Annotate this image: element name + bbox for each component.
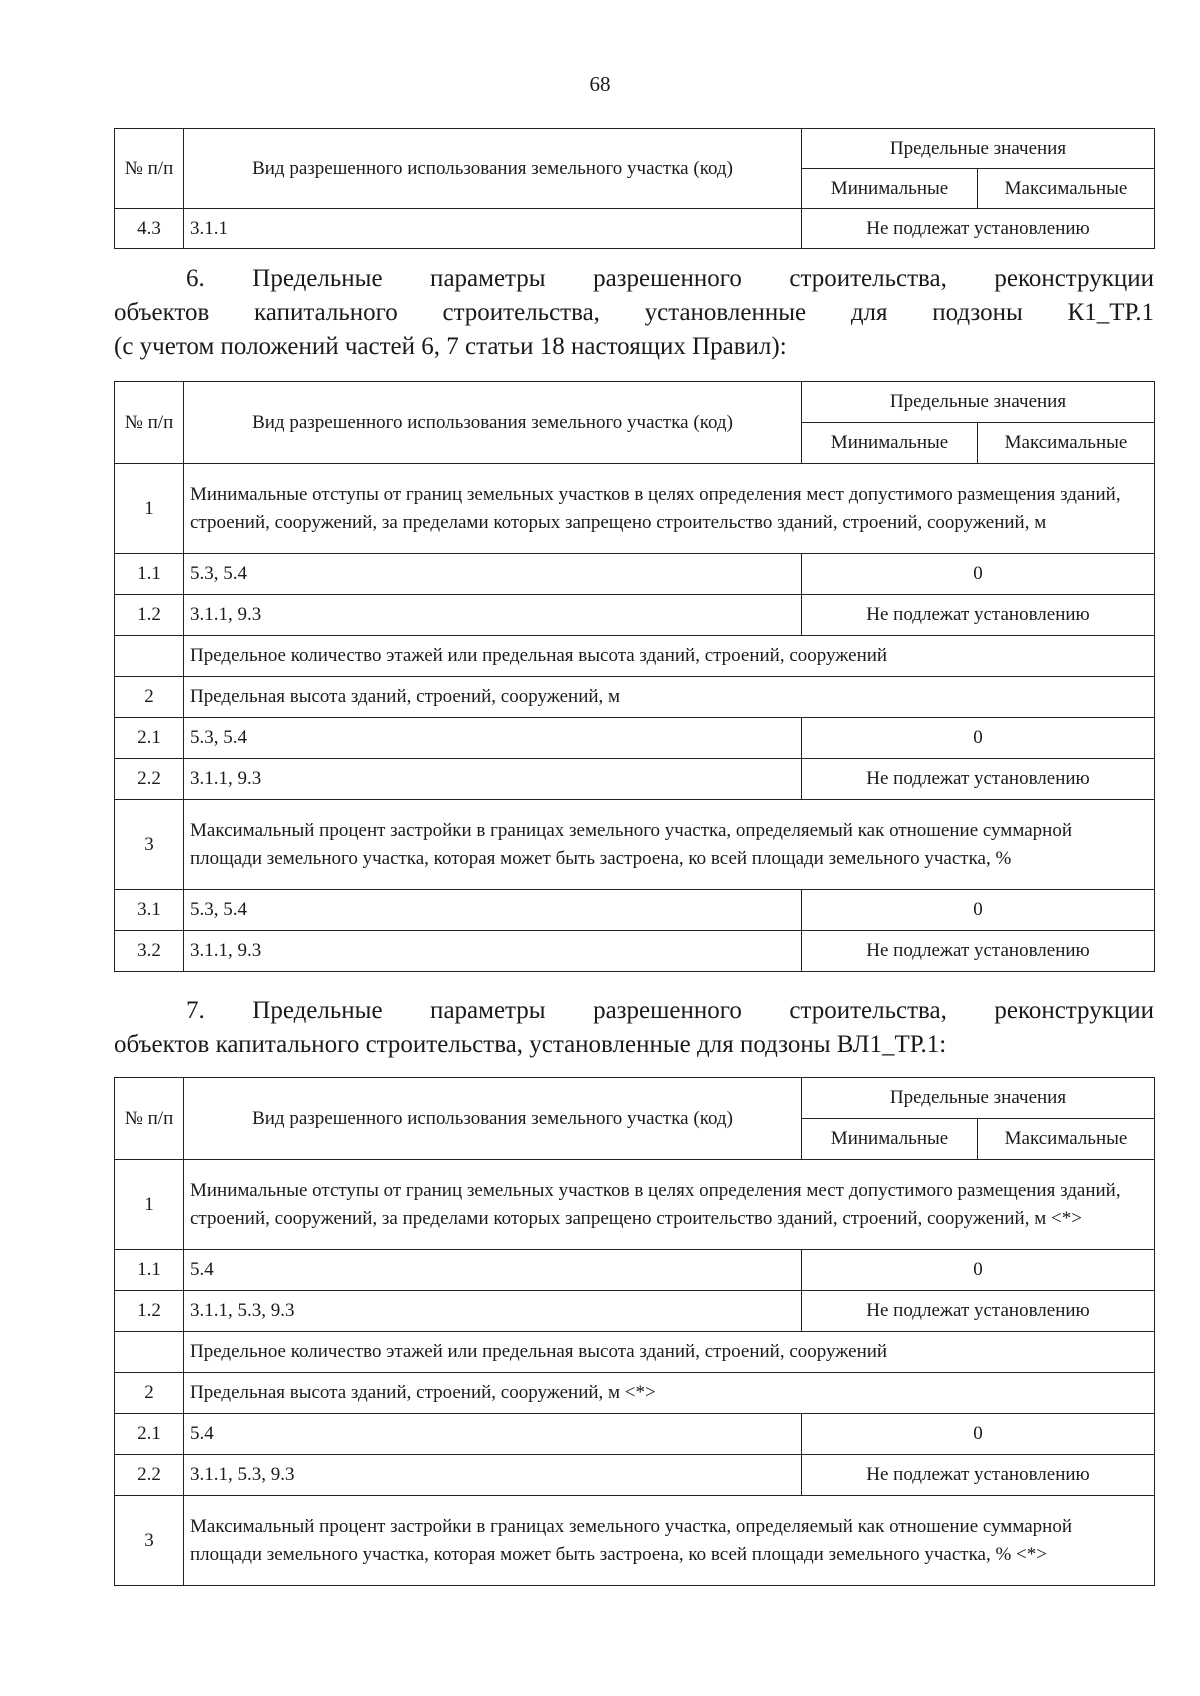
- header-min: Минимальные: [802, 423, 978, 464]
- row-number: 2.2: [115, 759, 184, 800]
- row-code: 5.3, 5.4: [184, 718, 802, 759]
- row-code: 3.1.1, 9.3: [184, 595, 802, 636]
- row-number: 4.3: [115, 209, 184, 249]
- table-row: [115, 1160, 1155, 1250]
- section-7-line-2: объектов капитального строительства, установленные для подзоны ВЛ1_ТР.1:: [114, 1031, 947, 1058]
- row-text: Предельная высота зданий, строений, сооружений, м <*>: [184, 1373, 1155, 1414]
- row-code: 3.1.1, 9.3: [184, 759, 802, 800]
- table-row: [115, 636, 1155, 677]
- section-6-line-2: объектов капитального строительства, установленные для подзоны К1_ТР.1: [114, 299, 1154, 326]
- header-vid: Вид разрешенного использования земельного участка (код): [184, 129, 802, 209]
- table-row: [115, 1291, 1155, 1332]
- row-code: 5.3, 5.4: [184, 554, 802, 595]
- page-number: 68: [589, 72, 611, 96]
- header-vid: Вид разрешенного использования земельного участка (код): [184, 1078, 802, 1160]
- row-number: 3: [115, 1496, 184, 1586]
- header-num: № п/п: [115, 382, 184, 464]
- row-value: Не подлежат установлению: [802, 1455, 1155, 1496]
- row-number: 1.2: [115, 1291, 184, 1332]
- header-max: Максимальные: [978, 423, 1155, 464]
- row-text: Минимальные отступы от границ земельных участков в целях определения мест допустимого размещения зданий, строений, сооружений, за пределами которых запрещено строительство зданий, строений, сооружений, м: [184, 464, 1155, 554]
- row-code: 3.1.1, 9.3: [184, 931, 802, 972]
- table-row: [115, 1373, 1155, 1414]
- row-number: 1.1: [115, 554, 184, 595]
- table-2: [114, 381, 1155, 972]
- row-number: 2: [115, 1373, 184, 1414]
- row-value: Не подлежат установлению: [802, 931, 1155, 972]
- table-row: [115, 464, 1155, 554]
- header-limits: Предельные значения: [802, 1078, 1155, 1119]
- row-value: Не подлежат установлению: [802, 595, 1155, 636]
- row-code: 5.4: [184, 1250, 802, 1291]
- table-row: [115, 1496, 1155, 1586]
- row-number: 2.1: [115, 718, 184, 759]
- row-value: 0: [802, 718, 1155, 759]
- table-row: [115, 759, 1155, 800]
- header-min: Минимальные: [802, 1119, 978, 1160]
- row-value: Не подлежат установлению: [802, 1291, 1155, 1332]
- section-7-paragraph: [114, 994, 1154, 1062]
- header-vid: Вид разрешенного использования земельного участка (код): [184, 382, 802, 464]
- table-row: [115, 931, 1155, 972]
- row-number: 1.1: [115, 1250, 184, 1291]
- row-text: Максимальный процент застройки в границах земельного участка, определяемый как отношение суммарной площади земельного участка, которая может быть застроена, ко всей площади земельного участка, % <*>: [184, 1496, 1155, 1586]
- row-number: 1.2: [115, 595, 184, 636]
- header-limits: Предельные значения: [802, 382, 1155, 423]
- table-row: [115, 677, 1155, 718]
- row-code: 3.1.1, 5.3, 9.3: [184, 1291, 802, 1332]
- row-text: Предельная высота зданий, строений, сооружений, м: [184, 677, 1155, 718]
- row-value: 0: [802, 1414, 1155, 1455]
- table-1: [114, 128, 1155, 249]
- row-value: 0: [802, 890, 1155, 931]
- row-number: 3: [115, 800, 184, 890]
- row-number: [115, 636, 184, 677]
- row-value: Не подлежат установлению: [802, 759, 1155, 800]
- table-row: [115, 1250, 1155, 1291]
- row-number: 3.1: [115, 890, 184, 931]
- table-3: [114, 1077, 1155, 1586]
- row-number: 1: [115, 1160, 184, 1250]
- table-row: [115, 209, 1155, 249]
- row-number: 2.2: [115, 1455, 184, 1496]
- section-6-line-1: 6. Предельные параметры разрешенного строительства, реконструкции: [186, 265, 1154, 292]
- header-num: № п/п: [115, 129, 184, 209]
- row-number: 1: [115, 464, 184, 554]
- table-row: [115, 1455, 1155, 1496]
- row-value: Не подлежат установлению: [802, 209, 1155, 249]
- table-row: [115, 595, 1155, 636]
- row-code: 5.4: [184, 1414, 802, 1455]
- header-max: Максимальные: [978, 1119, 1155, 1160]
- table-row: [115, 890, 1155, 931]
- header-num: № п/п: [115, 1078, 184, 1160]
- table-row: [115, 554, 1155, 595]
- header-min: Минимальные: [802, 169, 978, 209]
- row-code: 5.3, 5.4: [184, 890, 802, 931]
- row-code: 3.1.1, 5.3, 9.3: [184, 1455, 802, 1496]
- section-6-paragraph: [114, 262, 1154, 364]
- table-row: [115, 1332, 1155, 1373]
- table-row: [115, 800, 1155, 890]
- table-row: [115, 718, 1155, 759]
- row-text: Предельное количество этажей или предельная высота зданий, строений, сооружений: [184, 1332, 1155, 1373]
- row-text: Предельное количество этажей или предельная высота зданий, строений, сооружений: [184, 636, 1155, 677]
- row-text: Максимальный процент застройки в границах земельного участка, определяемый как отношение суммарной площади земельного участка, которая может быть застроена, ко всей площади земельного участка, %: [184, 800, 1155, 890]
- row-number: 3.2: [115, 931, 184, 972]
- section-7-line-1: 7. Предельные параметры разрешенного строительства, реконструкции: [186, 997, 1154, 1024]
- header-max: Максимальные: [978, 169, 1155, 209]
- row-code: 3.1.1: [184, 209, 802, 249]
- row-value: 0: [802, 1250, 1155, 1291]
- row-text: Минимальные отступы от границ земельных участков в целях определения мест допустимого размещения зданий, строений, сооружений, за пределами которых запрещено строительство зданий, строений, сооружений, м <*>: [184, 1160, 1155, 1250]
- row-number: 2.1: [115, 1414, 184, 1455]
- row-number: [115, 1332, 184, 1373]
- row-number: 2: [115, 677, 184, 718]
- section-6-line-3: (с учетом положений частей 6, 7 статьи 18 настоящих Правил):: [114, 333, 787, 360]
- row-value: 0: [802, 554, 1155, 595]
- table-row: [115, 1414, 1155, 1455]
- header-limits: Предельные значения: [802, 129, 1155, 169]
